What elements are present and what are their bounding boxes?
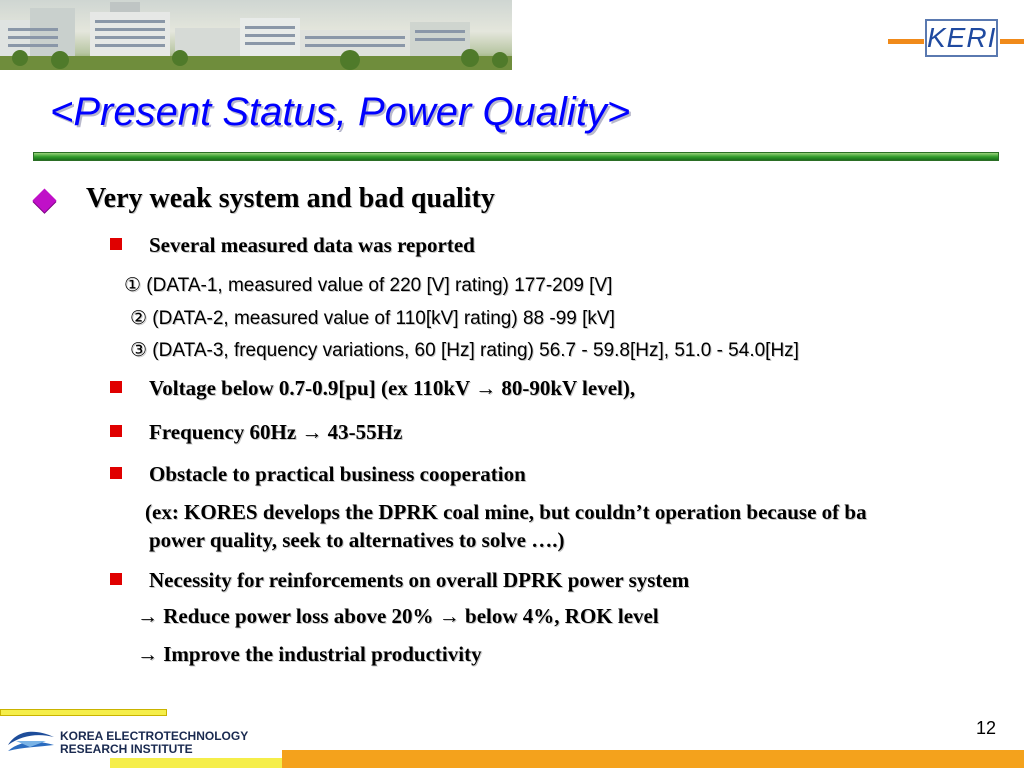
- header-banner-image: [0, 0, 512, 70]
- title-underline-bar: [33, 152, 999, 161]
- footer-orange-bar: [282, 750, 1024, 768]
- bullet-item-reinforcement: Necessity for reinforcements on overall DPRK power system: [149, 568, 690, 592]
- data-line-2: ② (DATA-2, measured value of 110[kV] rating) 88 -99 [kV]: [130, 308, 615, 329]
- square-bullet-icon: [110, 467, 122, 479]
- obstacle-detail-line-1: (ex: KORES develops the DPRK coal mine, but couldn’t operation because of ba: [145, 500, 867, 524]
- footer-org-line-2: RESEARCH INSTITUTE: [60, 742, 193, 756]
- bullet-item-obstacle: Obstacle to practical business cooperation: [149, 462, 526, 486]
- page-number: 12: [976, 718, 997, 738]
- bullet-item-measured-data: Several measured data was reported: [149, 233, 475, 257]
- square-bullet-icon: [110, 425, 122, 437]
- keri-emblem-icon: [6, 727, 56, 755]
- footer-accent-bar: [0, 709, 167, 716]
- data-line-3: ③ (DATA-3, frequency variations, 60 [Hz] rating) 56.7 - 59.8[Hz], 51.0 - 54.0[Hz]: [130, 340, 799, 361]
- square-bullet-icon: [110, 381, 122, 393]
- bullet-item-voltage: Voltage below 0.7-0.9[pu] (ex 110kV → 80-90kV level),: [149, 376, 636, 400]
- slide-title: <Present Status, Power Quality>: [50, 90, 631, 134]
- diamond-bullet-icon: [32, 188, 56, 212]
- bullet-item-frequency: Frequency 60Hz → 43-55Hz: [149, 420, 403, 444]
- reinforcement-sub-1: → Reduce power loss above 20% → below 4%, ROK level: [137, 604, 659, 628]
- buildings-illustration: [0, 0, 512, 70]
- logo-accent-line-right: [1000, 39, 1024, 44]
- data-line-1: ① (DATA-1, measured value of 220 [V] rating) 177-209 [V]: [124, 275, 613, 296]
- square-bullet-icon: [110, 573, 122, 585]
- footer-org-line-1: KOREA ELECTROTECHNOLOGY: [60, 729, 249, 743]
- footer-yellow-bar: [110, 758, 282, 768]
- obstacle-detail-line-2: power quality, seek to alternatives to solve ….): [149, 528, 565, 552]
- square-bullet-icon: [110, 238, 122, 250]
- keri-logo: KERI: [925, 19, 998, 57]
- reinforcement-sub-2: → Improve the industrial productivity: [137, 642, 482, 666]
- bullet-main: Very weak system and bad quality: [86, 183, 495, 214]
- logo-accent-line-left: [888, 39, 924, 44]
